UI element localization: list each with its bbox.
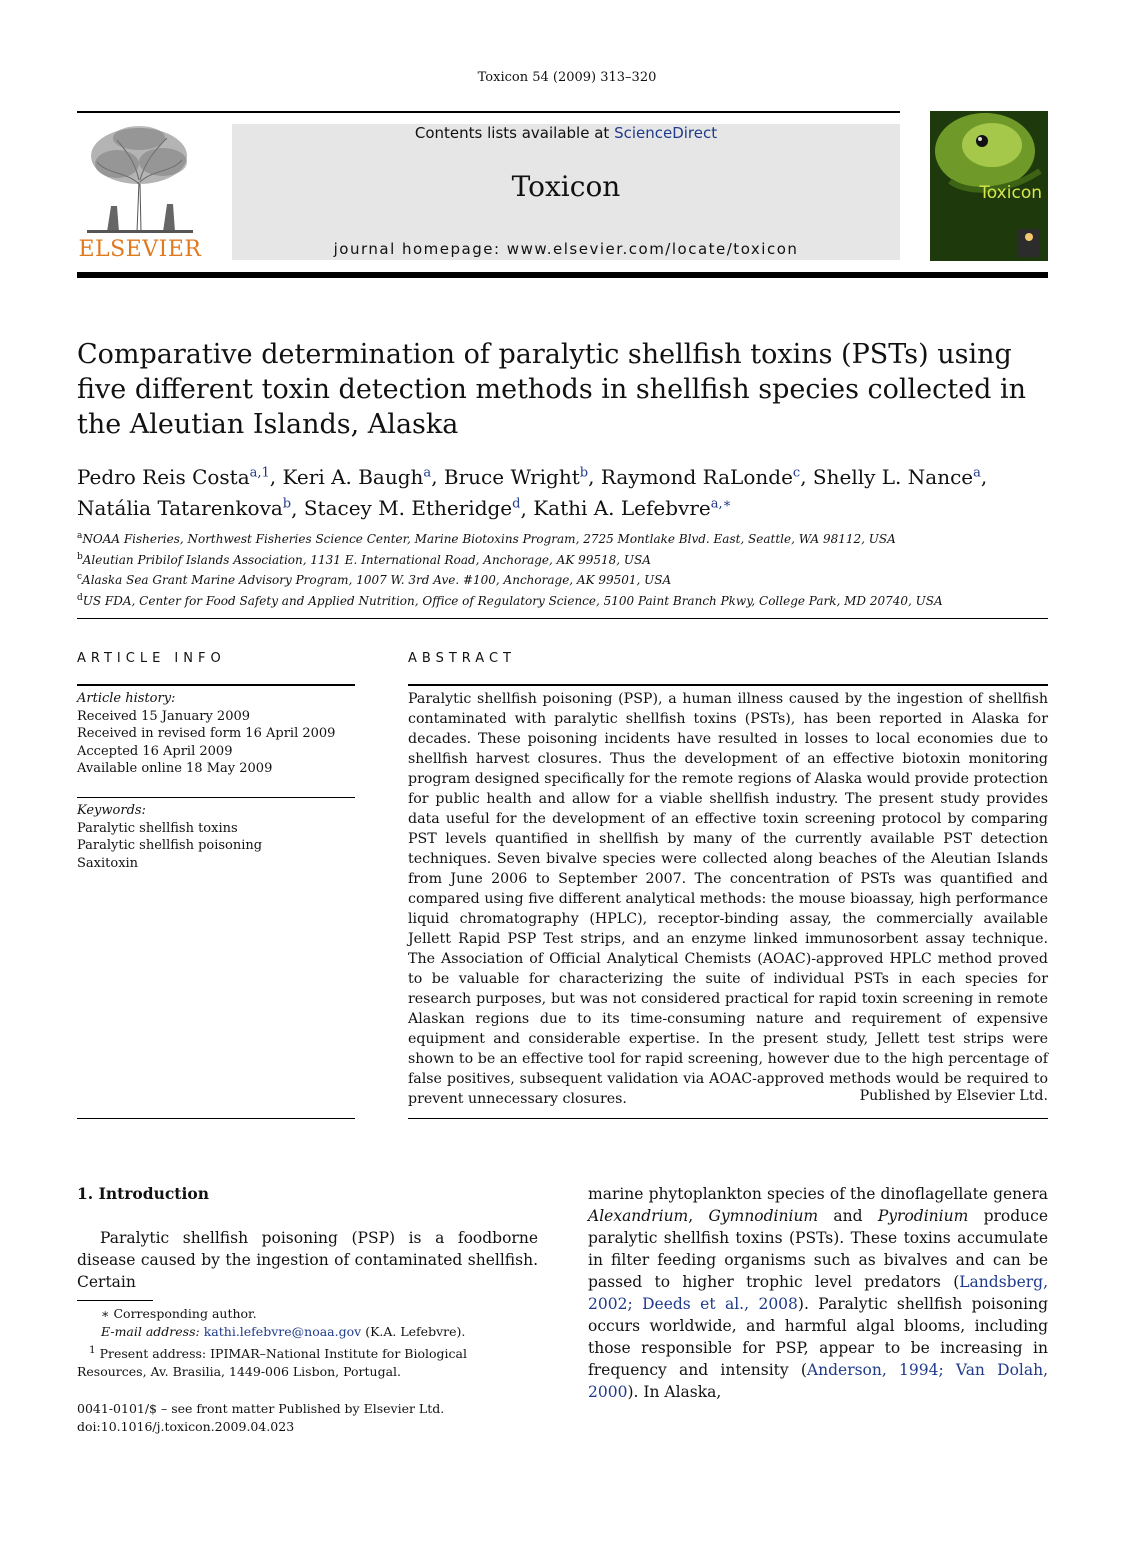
author[interactable] xyxy=(601,465,800,489)
author-name: Natália Tatarenkova xyxy=(77,496,283,521)
body-text: , xyxy=(688,1207,709,1225)
author-name: Kathi A. Lefebvre xyxy=(533,496,711,521)
affiliation-text: Alaska Sea Grant Marine Advisory Program, 1007 W. 3rd Ave. #100, Anchorage, AK 99501, USA xyxy=(82,573,672,587)
journal-banner xyxy=(232,124,900,260)
genus-name: Pyrodinium xyxy=(877,1207,969,1225)
body-text: marine phytoplankton species of the dinoflagellate genera xyxy=(588,1185,1048,1203)
author[interactable] xyxy=(77,496,291,520)
keyword: Paralytic shellfish poisoning xyxy=(77,838,263,853)
author-affil-mark[interactable]: d xyxy=(512,496,521,512)
footnotes xyxy=(77,1305,538,1381)
footnote-email xyxy=(77,1323,538,1341)
journal-cover[interactable] xyxy=(930,111,1048,261)
author[interactable] xyxy=(283,465,432,489)
front-matter xyxy=(77,1400,538,1435)
article-info-rule xyxy=(77,684,355,686)
section-rule xyxy=(77,618,1048,619)
history-entry: Received in revised form 16 April 2009 xyxy=(77,726,336,741)
running-head: Toxicon 54 (2009) 313–320 xyxy=(477,70,657,85)
journal-homepage-link[interactable]: journal homepage: www.elsevier.com/locate/toxicon xyxy=(333,240,799,258)
abstract-heading: ABSTRACT xyxy=(408,651,516,666)
article-info-heading: ARTICLE INFO xyxy=(77,651,226,666)
cover-title: Toxicon xyxy=(979,183,1042,203)
author-affil-mark[interactable]: b xyxy=(282,496,292,512)
author[interactable] xyxy=(304,496,521,520)
affiliations xyxy=(77,528,1052,610)
affiliation xyxy=(77,549,1052,570)
abstract-rule xyxy=(408,684,1048,686)
citation-link[interactable]: Landsberg, 2002; Deeds et al., 2008 xyxy=(588,1273,1048,1313)
history-entry: Accepted 16 April 2009 xyxy=(77,743,233,759)
keywords-rule xyxy=(77,797,355,798)
published-by: Published by Elsevier Ltd. xyxy=(859,1088,1048,1104)
keyword: Saxitoxin xyxy=(77,855,139,871)
author[interactable] xyxy=(444,465,588,489)
keyword: Paralytic shellfish toxins xyxy=(77,820,238,836)
front-matter-line: 0041-0101/$ – see front matter Published by Elsevier Ltd. xyxy=(77,1401,445,1416)
author-name: Shelly L. Nance xyxy=(812,464,974,489)
doi[interactable]: doi:10.1016/j.toxicon.2009.04.023 xyxy=(77,1418,295,1434)
affiliation-text: US FDA, Center for Food Safety and Applied Nutrition, Office of Regulatory Science, 5100 Paint Branch Pkwy, College Park, MD 20740, USA xyxy=(82,593,943,608)
author-separator: , xyxy=(520,496,534,521)
header-thick-rule xyxy=(77,272,1048,278)
email-suffix: (K.A. Lefebvre). xyxy=(365,1324,466,1339)
body-text: ). Paralytic shellfish poisoning occurs worldwide, and harmful algal blooms, including those responsible for PSP, appear to be increasing in frequency and intensity ( xyxy=(588,1295,1048,1379)
history-entry: Received 15 January 2009 xyxy=(77,708,251,724)
author-name: Bruce Wright xyxy=(443,464,580,489)
intro-paragraph-continued xyxy=(588,1183,1048,1403)
footnote-rule xyxy=(77,1300,153,1301)
author-separator: , xyxy=(431,464,444,489)
footnote-corresponding xyxy=(77,1305,538,1323)
affiliation xyxy=(77,569,1052,590)
elsevier-wordmark: ELSEVIER xyxy=(78,237,202,262)
affiliation-mark: b xyxy=(77,551,83,562)
contents-line xyxy=(232,124,900,142)
section-heading-introduction: 1. Introduction xyxy=(77,1184,209,1203)
genus-name: Gymnodinium xyxy=(708,1207,819,1225)
affiliation-mark: c xyxy=(77,572,83,582)
affiliation xyxy=(77,528,1052,549)
author-affil-mark[interactable]: a xyxy=(973,465,981,480)
header-rule xyxy=(77,111,900,113)
footnote-present-address xyxy=(77,1341,538,1381)
body-text: ). In Alaska, xyxy=(627,1383,722,1401)
history-entry: Available online 18 May 2009 xyxy=(77,761,273,776)
email-link[interactable]: kathi.lefebvre@noaa.gov xyxy=(203,1324,362,1339)
elsevier-logo[interactable] xyxy=(77,122,203,262)
footnote-text: Corresponding author. xyxy=(113,1306,257,1321)
author[interactable] xyxy=(533,496,731,520)
journal-name: Toxicon xyxy=(511,170,621,203)
author-separator: , xyxy=(588,464,601,489)
affiliation-mark: d xyxy=(77,592,83,603)
author-name: Keri A. Baugh xyxy=(282,464,424,489)
author-separator: , xyxy=(800,464,813,489)
author-list xyxy=(77,459,1052,522)
genus-name: Alexandrium xyxy=(588,1207,689,1225)
author-affil-mark[interactable]: a,1 xyxy=(249,465,270,480)
keywords-label: Keywords: xyxy=(77,803,146,818)
affiliation-mark: a xyxy=(77,531,83,541)
body-text: and xyxy=(818,1207,878,1225)
author-affil-mark[interactable]: b xyxy=(579,465,589,480)
author-affil-mark[interactable]: a,∗ xyxy=(710,496,732,512)
abstract-bottom-rule xyxy=(408,1118,1048,1119)
contents-prefix: Contents lists available at xyxy=(414,124,610,142)
footnote-mark: 1 xyxy=(89,1344,96,1356)
affiliation-text: NOAA Fisheries, Northwest Fisheries Science Center, Marine Biotoxins Program, 2725 Montlake Blvd. East, Seattle, WA 98112, USA xyxy=(82,532,896,546)
author-affil-mark[interactable]: a xyxy=(423,465,432,480)
sciencedirect-link[interactable]: ScienceDirect xyxy=(614,124,718,142)
author[interactable] xyxy=(813,465,981,489)
author-name: Pedro Reis Costa xyxy=(77,464,250,489)
author[interactable] xyxy=(77,465,270,489)
affiliation-text: Aleutian Pribilof Islands Association, 1131 E. International Road, Anchorage, AK 99518, USA xyxy=(82,552,651,567)
elsevier-tree-logo-icon xyxy=(77,122,203,234)
author-name: Stacey M. Etheridge xyxy=(303,496,513,521)
author-separator: , xyxy=(269,464,283,489)
citation-link[interactable]: Anderson, 1994; Van Dolah, 2000 xyxy=(588,1361,1049,1401)
author-separator: , xyxy=(291,496,304,521)
intro-paragraph: Paralytic shellfish poisoning (PSP) is a foodborne disease caused by the ingestion of contaminated shellfish. Certain xyxy=(77,1229,538,1291)
article-info-bottom-rule xyxy=(77,1118,355,1119)
article-history xyxy=(77,690,355,778)
keywords xyxy=(77,802,355,872)
author-separator: , xyxy=(980,464,988,489)
footnote-text: Present address: IPIMAR–National Institute for Biological Resources, Av. Brasilia, 1449-006 Lisbon, Portugal. xyxy=(77,1346,467,1380)
affiliation xyxy=(77,590,1052,611)
body-text: produce paralytic shellfish toxins (PSTs). These toxins accumulate in filter feeding organisms such as bivalves and can be passed to higher trophic level predators ( xyxy=(588,1207,1049,1291)
email-label: E-mail address: xyxy=(101,1324,200,1339)
author-affil-mark[interactable]: c xyxy=(792,465,801,480)
author-name: Raymond RaLonde xyxy=(600,464,793,489)
abstract-text: Paralytic shellfish poisoning (PSP), a human illness caused by the ingestion of shellfish contaminated with paralytic shellfish toxins (PSTs), has been reported in Alaska for decades. These poisoning incidents have resulted in losses to local economies due to shellfish harvest closures. Thus the development of an effective biotoxin monitoring program designed specifically for the remote regions of Alaska would provide protection for public health and allow for a viable shellfish industry. The present study provides data useful for the development of an effective toxin screening protocol by comparing PST levels quantified in shellfish by many of the currently available PST detection techniques. Seven bivalve species were collected along beaches of the Aleutian Islands from June 2006 to September 2007. The concentration of PSTs was quantified and compared using five different analytical methods: the mouse bioassay, high performance liquid chromatography (HPLC), receptor-binding assay, the commercially available Jellett Rapid PSP Test strips, and an enzyme linked immunosorbent assay technique. The Association of Official Analytical Chemists (AOAC)-approved HPLC method proved to be valuable for characterizing the suite of individual PSTs in each species for research purposes, but was not considered practical for rapid toxin screening in remote Alaskan regions due to its time-consuming nature and requirement of expensive equipment and considerable expertise. In the present study, Jellett test strips were shown to be an effective tool for rapid screening, however due to the high percentage of false positives, subsequent validation via AOAC-approved methods would be required to prevent unnecessary closures. xyxy=(408,691,1048,1107)
footnote-mark: ∗ xyxy=(101,1306,110,1321)
article-title: Comparative determination of paralytic shellfish toxins (PSTs) using five different toxin detection methods in shellfish species collected in the Aleutian Islands, Alaska xyxy=(77,339,1026,440)
history-label: Article history: xyxy=(77,691,176,706)
